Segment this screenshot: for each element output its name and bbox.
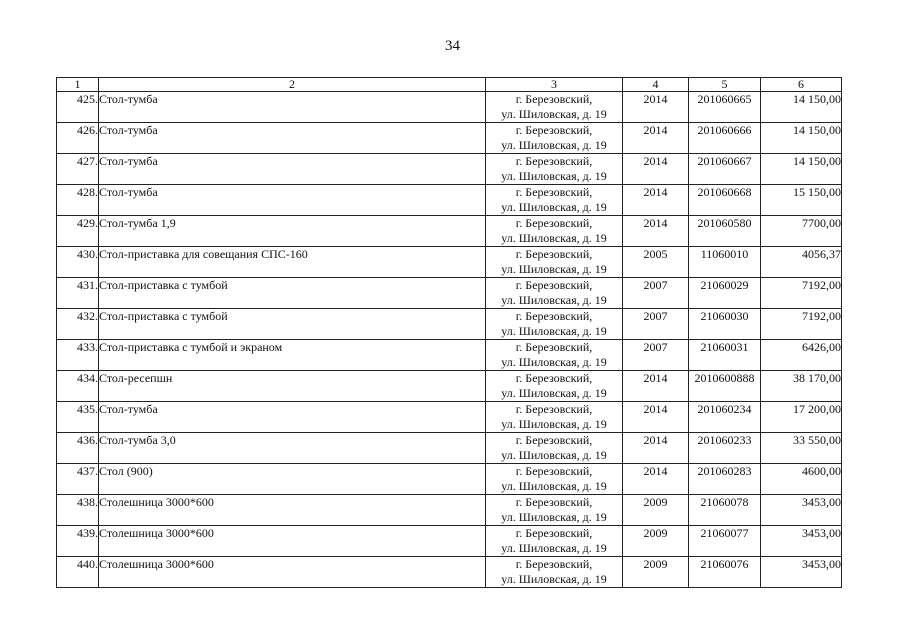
table-row — [57, 433, 842, 464]
item-year: 2009 — [623, 526, 689, 557]
address-street: ул. Шиловская, д. 19 — [501, 262, 607, 276]
inventory-number: 201060234 — [689, 402, 761, 433]
address-city: г. Березовский, — [515, 216, 593, 230]
table-row — [57, 123, 842, 154]
item-name: Стол-тумба — [99, 154, 486, 185]
row-number: 430. — [57, 247, 99, 278]
column-header: 1 — [57, 78, 99, 92]
address-street: ул. Шиловская, д. 19 — [501, 417, 607, 431]
column-header: 5 — [689, 78, 761, 92]
item-cost: 3453,00 — [761, 526, 842, 557]
item-cost: 38 170,00 — [761, 371, 842, 402]
inventory-number: 201060666 — [689, 123, 761, 154]
item-address — [486, 557, 623, 588]
table-row — [57, 309, 842, 340]
row-number: 440. — [57, 557, 99, 588]
address-city: г. Березовский, — [515, 464, 593, 478]
item-address — [486, 185, 623, 216]
table-row — [57, 154, 842, 185]
column-header: 6 — [761, 78, 842, 92]
table-row — [57, 371, 842, 402]
item-name: Столешница 3000*600 — [99, 526, 486, 557]
item-year: 2014 — [623, 464, 689, 495]
item-name: Стол-приставка для совещания СПС-160 — [99, 247, 486, 278]
address-city: г. Березовский, — [515, 526, 593, 540]
item-year: 2007 — [623, 309, 689, 340]
address-city: г. Березовский, — [515, 495, 593, 509]
table-row — [57, 402, 842, 433]
address-street: ул. Шиловская, д. 19 — [501, 200, 607, 214]
table-row — [57, 526, 842, 557]
item-name: Стол-тумба 3,0 — [99, 433, 486, 464]
address-street: ул. Шиловская, д. 19 — [501, 510, 607, 524]
address-city: г. Березовский, — [515, 247, 593, 261]
inventory-number: 201060233 — [689, 433, 761, 464]
address-city: г. Березовский, — [515, 340, 593, 354]
item-year: 2014 — [623, 216, 689, 247]
item-year: 2014 — [623, 92, 689, 123]
inventory-number: 2010600888 — [689, 371, 761, 402]
item-year: 2007 — [623, 340, 689, 371]
item-address — [486, 216, 623, 247]
address-street: ул. Шиловская, д. 19 — [501, 138, 607, 152]
item-address — [486, 123, 623, 154]
item-name: Стол-тумба — [99, 185, 486, 216]
address-city: г. Березовский, — [515, 185, 593, 199]
inventory-number: 201060667 — [689, 154, 761, 185]
page-number: 34 — [445, 38, 460, 54]
table-row — [57, 247, 842, 278]
table-row — [57, 464, 842, 495]
item-address — [486, 526, 623, 557]
item-year: 2014 — [623, 402, 689, 433]
item-name: Столешница 3000*600 — [99, 495, 486, 526]
inventory-number: 21060029 — [689, 278, 761, 309]
row-number: 432. — [57, 309, 99, 340]
address-street: ул. Шиловская, д. 19 — [501, 324, 607, 338]
inventory-number: 201060283 — [689, 464, 761, 495]
address-city: г. Березовский, — [515, 557, 593, 571]
inventory-number: 201060668 — [689, 185, 761, 216]
item-address — [486, 495, 623, 526]
item-year: 2014 — [623, 185, 689, 216]
item-year: 2005 — [623, 247, 689, 278]
inventory-number: 21060076 — [689, 557, 761, 588]
row-number: 426. — [57, 123, 99, 154]
inventory-number: 21060031 — [689, 340, 761, 371]
item-cost: 3453,00 — [761, 557, 842, 588]
column-header: 2 — [99, 78, 486, 92]
item-cost: 15 150,00 — [761, 185, 842, 216]
inventory-number: 201060580 — [689, 216, 761, 247]
address-city: г. Березовский, — [515, 123, 593, 137]
inventory-number: 21060078 — [689, 495, 761, 526]
item-cost: 14 150,00 — [761, 154, 842, 185]
row-number: 439. — [57, 526, 99, 557]
row-number: 435. — [57, 402, 99, 433]
item-year: 2014 — [623, 154, 689, 185]
inventory-number: 201060665 — [689, 92, 761, 123]
item-name: Стол-приставка с тумбой — [99, 309, 486, 340]
address-city: г. Березовский, — [515, 278, 593, 292]
item-address — [486, 433, 623, 464]
address-street: ул. Шиловская, д. 19 — [501, 572, 607, 586]
item-name: Стол-тумба — [99, 402, 486, 433]
table-row — [57, 278, 842, 309]
table-header-row — [57, 78, 842, 92]
address-city: г. Березовский, — [515, 433, 593, 447]
item-name: Стол-приставка с тумбой и экраном — [99, 340, 486, 371]
item-cost: 3453,00 — [761, 495, 842, 526]
row-number: 431. — [57, 278, 99, 309]
item-name: Стол (900) — [99, 464, 486, 495]
address-street: ул. Шиловская, д. 19 — [501, 169, 607, 183]
inventory-number: 21060077 — [689, 526, 761, 557]
item-address — [486, 371, 623, 402]
address-city: г. Березовский, — [515, 309, 593, 323]
row-number: 427. — [57, 154, 99, 185]
item-year: 2014 — [623, 371, 689, 402]
item-cost: 14 150,00 — [761, 123, 842, 154]
table-row — [57, 185, 842, 216]
address-street: ул. Шиловская, д. 19 — [501, 355, 607, 369]
item-cost: 17 200,00 — [761, 402, 842, 433]
item-address — [486, 340, 623, 371]
address-street: ул. Шиловская, д. 19 — [501, 107, 607, 121]
row-number: 429. — [57, 216, 99, 247]
item-address — [486, 247, 623, 278]
item-name: Стол-тумба 1,9 — [99, 216, 486, 247]
item-year: 2009 — [623, 557, 689, 588]
column-header: 4 — [623, 78, 689, 92]
inventory-number: 11060010 — [689, 247, 761, 278]
item-address — [486, 309, 623, 340]
item-cost: 7700,00 — [761, 216, 842, 247]
address-street: ул. Шиловская, д. 19 — [501, 479, 607, 493]
table-row — [57, 340, 842, 371]
item-year: 2009 — [623, 495, 689, 526]
row-number: 437. — [57, 464, 99, 495]
row-number: 434. — [57, 371, 99, 402]
item-name: Стол-приставка с тумбой — [99, 278, 486, 309]
item-name: Стол-тумба — [99, 123, 486, 154]
item-name: Стол-тумба — [99, 92, 486, 123]
address-city: г. Березовский, — [515, 154, 593, 168]
item-year: 2014 — [623, 123, 689, 154]
address-street: ул. Шиловская, д. 19 — [501, 541, 607, 555]
row-number: 433. — [57, 340, 99, 371]
item-name: Стол-ресепшн — [99, 371, 486, 402]
item-cost: 4056,37 — [761, 247, 842, 278]
item-address — [486, 402, 623, 433]
item-address — [486, 154, 623, 185]
inventory-table — [56, 77, 842, 588]
row-number: 428. — [57, 185, 99, 216]
inventory-number: 21060030 — [689, 309, 761, 340]
address-city: г. Березовский, — [515, 402, 593, 416]
item-cost: 7192,00 — [761, 278, 842, 309]
item-cost: 33 550,00 — [761, 433, 842, 464]
row-number: 438. — [57, 495, 99, 526]
address-street: ул. Шиловская, д. 19 — [501, 293, 607, 307]
table-row — [57, 92, 842, 123]
item-name: Столешница 3000*600 — [99, 557, 486, 588]
item-year: 2014 — [623, 433, 689, 464]
row-number: 436. — [57, 433, 99, 464]
address-city: г. Березовский, — [515, 371, 593, 385]
column-header: 3 — [486, 78, 623, 92]
address-street: ул. Шиловская, д. 19 — [501, 231, 607, 245]
table-row — [57, 557, 842, 588]
row-number: 425. — [57, 92, 99, 123]
address-street: ул. Шиловская, д. 19 — [501, 386, 607, 400]
table-row — [57, 216, 842, 247]
item-cost: 7192,00 — [761, 309, 842, 340]
address-street: ул. Шиловская, д. 19 — [501, 448, 607, 462]
item-cost: 6426,00 — [761, 340, 842, 371]
item-cost: 14 150,00 — [761, 92, 842, 123]
table-row — [57, 495, 842, 526]
item-address — [486, 92, 623, 123]
item-address — [486, 464, 623, 495]
address-city: г. Березовский, — [515, 92, 593, 106]
item-address — [486, 278, 623, 309]
item-cost: 4600,00 — [761, 464, 842, 495]
item-year: 2007 — [623, 278, 689, 309]
